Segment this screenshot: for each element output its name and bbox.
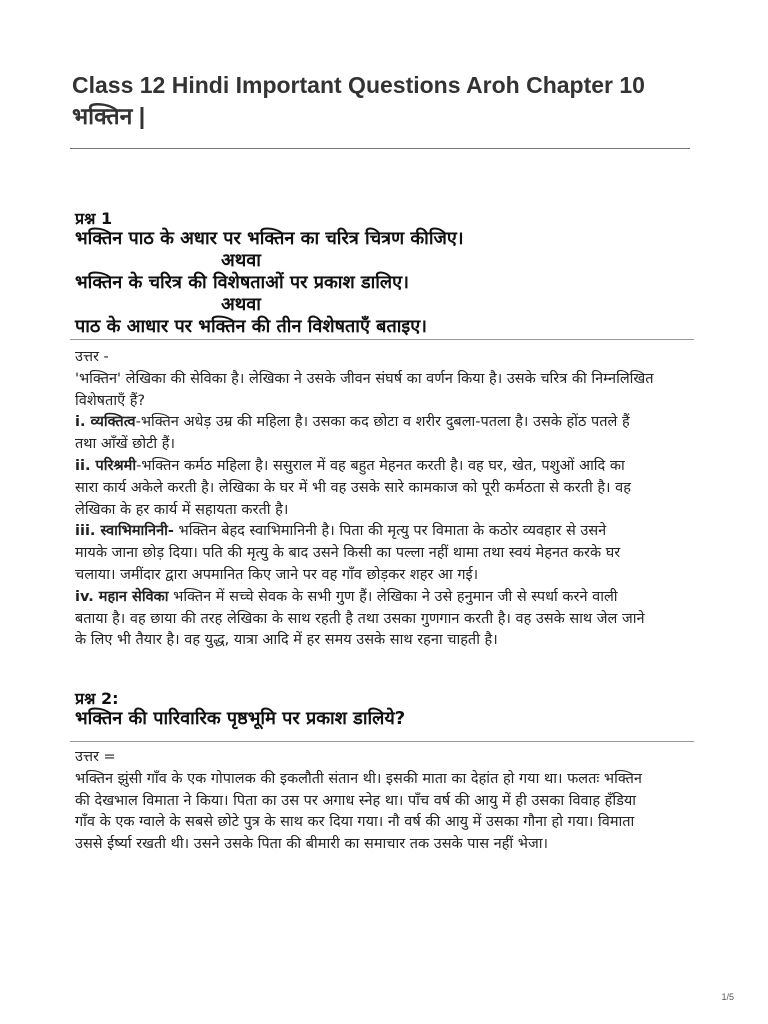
point-4-text: भक्तिन में सच्चे सेवक के सभी गुण हैं। लेखिका ने उसे हनुमान जी से स्पर्धा करने वाली bbox=[168, 588, 618, 605]
question-1-line-2: भक्तिन के चरित्र की विशेषताओं पर प्रकाश डालिए। bbox=[75, 272, 409, 293]
question-2-label: प्रश्न 2: bbox=[75, 689, 119, 708]
answer-1-label: उत्तर - bbox=[75, 349, 109, 365]
page-title bbox=[72, 70, 692, 132]
question-1-line-3: पाठ के आधार पर भक्तिन की तीन विशेषताएँ बताइए। bbox=[75, 316, 427, 337]
answer-1-point-3-line-2: मायके जाना छोड़ दिया। पति की मृत्यु के बाद उसने किसी का पल्ला नहीं थामा तथा स्वयं मेहनत करके घर bbox=[75, 545, 621, 562]
answer-1-intro-line-1: 'भक्तिन' लेखिका की सेविका है। लेखिका ने उसके जीवन संघर्ष का वर्णन किया है। उसके चरित्र की निम्नलिखित bbox=[75, 370, 654, 387]
answer-2-line-4: उससे ईर्ष्या रखती थी। उसने उसके पिता की बीमारी का समाचार तक उसके पास नहीं भेजा। bbox=[75, 836, 548, 853]
answer-1-point-4 bbox=[75, 587, 695, 609]
point-3-text: भक्तिन बेहद स्वाभिमानिनी है। पिता की मृत्यु पर विमाता के कठोर व्यवहार से उसने bbox=[173, 523, 607, 540]
answer-1-point-1-line-2: तथा आँखें छोटी हैं। bbox=[75, 436, 175, 453]
question-1-or-1: अथवा bbox=[221, 250, 261, 271]
point-4-heading: iv. महान सेविका bbox=[75, 588, 169, 605]
question-1 bbox=[75, 210, 695, 338]
answer-2 bbox=[75, 747, 695, 856]
question-1-divider bbox=[70, 339, 694, 340]
point-2-heading: ii. परिश्रमी bbox=[75, 457, 137, 474]
answer-2-line-1: भक्तिन झुंसी गाँव के एक गोपालक की इकलौती संतान थी। इसकी माता का देहांत हो गया था। फलतः भक्तिन bbox=[75, 770, 642, 787]
answer-1-point-3 bbox=[75, 521, 695, 543]
answer-1-point-4-line-2: बताया है। वह छाया की तरह लेखिका के साथ रहती है तथा उसका गुणगान करती है। वह उसके साथ जेल जाने bbox=[75, 610, 645, 627]
point-2-text: -भक्तिन कर्मठ महिला है। ससुराल में वह बहुत मेहनत करती है। वह घर, खेत, पशुओं आदि का bbox=[136, 457, 625, 474]
question-2 bbox=[75, 690, 695, 730]
question-1-label: प्रश्न 1 bbox=[75, 209, 113, 228]
answer-2-label: उत्तर = bbox=[75, 749, 116, 765]
question-1-or-2: अथवा bbox=[221, 294, 261, 315]
answer-1 bbox=[75, 347, 695, 652]
point-1-text: -भक्तिन अधेड़ उम्र की महिला है। उसका कद छोटा व शरीर दुबला-पतला है। उसके होंठ पतले हैं bbox=[135, 414, 630, 431]
page-title-line-2: भक्तिन | bbox=[72, 103, 146, 129]
answer-1-point-3-line-3: चलाया। जमींदार द्वारा अपमानित किए जाने पर वह गाँव छोड़कर शहर आ गई। bbox=[75, 566, 479, 583]
page-number: 1/5 bbox=[721, 992, 734, 1002]
answer-1-point-2-line-2: सारा कार्य अकेले करती है। लेखिका के घर में भी वह उसके सारे कामकाज को पूरी कर्मठता से करती है। वह bbox=[75, 479, 631, 496]
answer-2-line-2: की देखभाल विमाता ने किया। पिता का उस पर अगाध स्नेह था। पाँच वर्ष की आयु में ही उसका विवाह हँडिया bbox=[75, 792, 637, 809]
answer-1-intro-line-2: विशेषताएँ हैं? bbox=[75, 392, 146, 409]
point-1-heading: i. व्यक्तित्व bbox=[75, 414, 136, 431]
answer-1-point-1 bbox=[75, 412, 695, 434]
question-1-line-1: भक्तिन पाठ के अधार पर भक्तिन का चरित्र चित्रण कीजिए। bbox=[75, 228, 464, 249]
question-2-divider bbox=[70, 741, 694, 742]
page-title-line-1: Class 12 Hindi Important Questions Aroh Chapter 10 bbox=[72, 72, 645, 98]
answer-1-point-2 bbox=[75, 456, 695, 478]
answer-1-point-2-line-3: लेखिका के हर कार्य में सहायता करती है। bbox=[75, 501, 289, 518]
point-3-heading: iii. स्वाभिमानिनी- bbox=[75, 523, 174, 540]
answer-2-line-3: गाँव के एक ग्वाले के सबसे छोटे पुत्र के साथ कर दिया गया। नौ वर्ष की आयु में उसका गौना हो गया। विमाता bbox=[75, 814, 635, 831]
answer-1-point-4-line-3: के लिए भी तैयार है। वह युद्ध, यात्रा आदि में हर समय उसके साथ रहना चाहती है। bbox=[75, 632, 498, 649]
question-2-line-1: भक्तिन की पारिवारिक पृष्ठभूमि पर प्रकाश डालिये? bbox=[75, 708, 406, 729]
title-divider bbox=[70, 148, 690, 149]
